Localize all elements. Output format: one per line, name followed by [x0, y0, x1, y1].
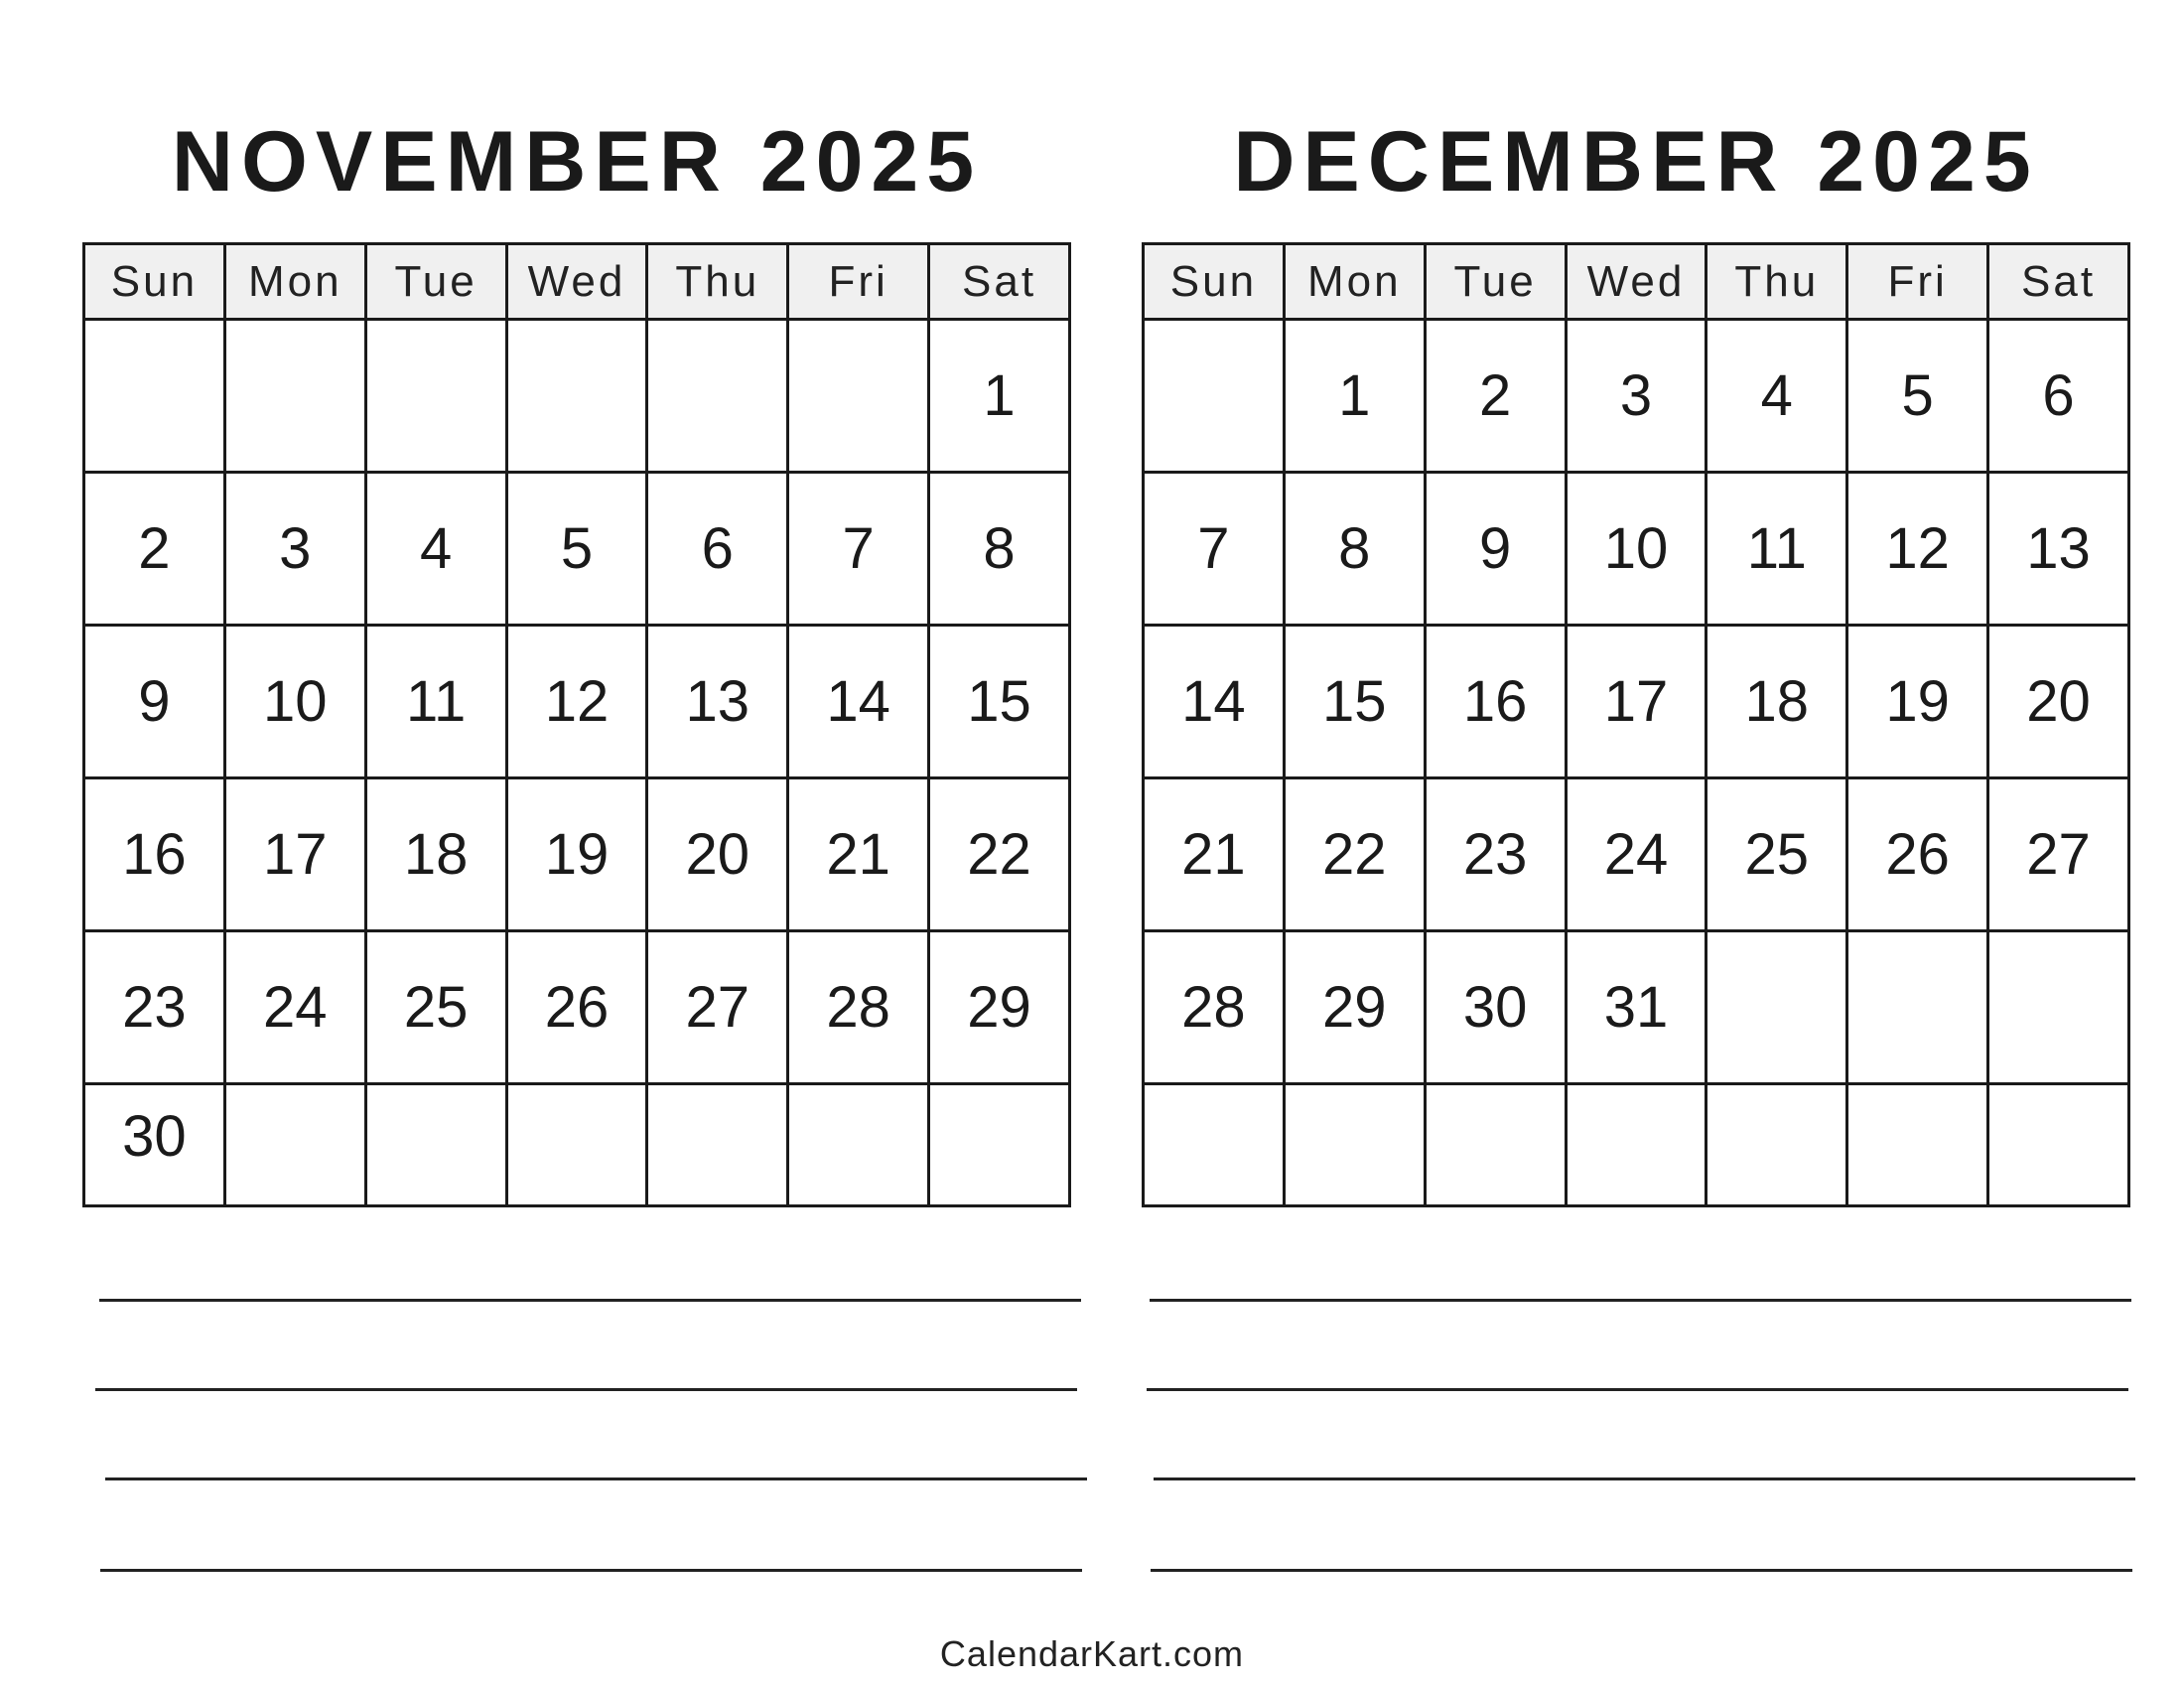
day-cell	[1566, 1084, 1706, 1206]
note-line	[95, 1388, 1077, 1391]
month-title: NOVEMBER 2025	[171, 114, 983, 210]
day-cell: 12	[1847, 473, 1988, 626]
day-cell	[506, 1084, 647, 1206]
day-cell: 2	[84, 473, 225, 626]
calendar-grid-december	[1142, 242, 2130, 1207]
day-number: 30	[122, 1104, 187, 1169]
day-cell	[224, 1084, 365, 1206]
note-line	[99, 1299, 1081, 1302]
day-cell	[647, 320, 788, 473]
footer-site-name: CalendarKart.com	[939, 1633, 1245, 1674]
day-cell	[1144, 320, 1285, 473]
week-row	[1144, 626, 2129, 778]
day-cell: 27	[1988, 778, 2129, 931]
day-cell: 11	[1706, 473, 1847, 626]
day-cell	[788, 320, 929, 473]
day-cell: 28	[1144, 931, 1285, 1084]
day-cell: 21	[1144, 778, 1285, 931]
day-cell	[365, 1084, 506, 1206]
day-cell: 21	[788, 778, 929, 931]
weekday-sat: Sat	[929, 244, 1070, 320]
day-cell: 15	[1284, 626, 1425, 778]
weekday-fri: Fri	[788, 244, 929, 320]
day-cell: 9	[84, 626, 225, 778]
day-cell: 3	[1566, 320, 1706, 473]
day-cell: 13	[647, 626, 788, 778]
note-line	[1150, 1299, 2131, 1302]
day-cell: 14	[1144, 626, 1285, 778]
weekday-thu: Thu	[1706, 244, 1847, 320]
day-cell: 4	[1706, 320, 1847, 473]
day-cell: 29	[1284, 931, 1425, 1084]
day-cell	[224, 320, 365, 473]
day-cell	[1284, 1084, 1425, 1206]
day-cell: 20	[647, 778, 788, 931]
day-cell: 30	[1425, 931, 1566, 1084]
day-cell: 18	[365, 778, 506, 931]
day-cell	[1988, 1084, 2129, 1206]
day-cell: 4	[365, 473, 506, 626]
day-cell: 26	[1847, 778, 1988, 931]
month-title: DECEMBER 2025	[1233, 114, 2039, 210]
day-cell: 23	[1425, 778, 1566, 931]
day-cell: 13	[1988, 473, 2129, 626]
day-cell	[647, 1084, 788, 1206]
day-cell: 12	[506, 626, 647, 778]
day-cell: 22	[1284, 778, 1425, 931]
weekday-header-row	[1144, 244, 2129, 320]
day-cell: 6	[1988, 320, 2129, 473]
weekday-thu: Thu	[647, 244, 788, 320]
day-cell: 23	[84, 931, 225, 1084]
day-cell: 1	[1284, 320, 1425, 473]
day-cell	[84, 1084, 225, 1206]
weekday-tue: Tue	[1425, 244, 1566, 320]
weekday-wed: Wed	[1566, 244, 1706, 320]
day-cell: 3	[224, 473, 365, 626]
day-cell: 25	[365, 931, 506, 1084]
week-row	[84, 320, 1070, 473]
week-row	[1144, 320, 2129, 473]
day-cell: 1	[929, 320, 1070, 473]
day-cell: 5	[1847, 320, 1988, 473]
day-cell: 27	[647, 931, 788, 1084]
weekday-sun: Sun	[1144, 244, 1285, 320]
day-cell: 10	[1566, 473, 1706, 626]
week-row	[84, 931, 1070, 1084]
day-cell: 20	[1988, 626, 2129, 778]
weekday-sun: Sun	[84, 244, 225, 320]
weekday-mon: Mon	[224, 244, 365, 320]
day-cell	[1988, 931, 2129, 1084]
weekday-header-row	[84, 244, 1070, 320]
day-cell: 14	[788, 626, 929, 778]
note-line	[1154, 1477, 2135, 1480]
day-cell	[1706, 1084, 1847, 1206]
day-cell: 19	[1847, 626, 1988, 778]
week-row	[1144, 931, 2129, 1084]
week-row	[1144, 778, 2129, 931]
calendar-grid-november	[82, 242, 1071, 1207]
day-cell: 25	[1706, 778, 1847, 931]
day-cell: 31	[1566, 931, 1706, 1084]
day-cell: 5	[506, 473, 647, 626]
day-cell: 24	[224, 931, 365, 1084]
week-row	[1144, 1084, 2129, 1206]
day-cell	[788, 1084, 929, 1206]
weekday-sat: Sat	[1988, 244, 2129, 320]
note-line	[100, 1569, 1082, 1572]
day-cell: 6	[647, 473, 788, 626]
day-cell: 17	[1566, 626, 1706, 778]
week-row	[84, 1084, 1070, 1206]
weekday-tue: Tue	[365, 244, 506, 320]
day-cell: 15	[929, 626, 1070, 778]
week-row	[1144, 473, 2129, 626]
note-line	[1147, 1388, 2128, 1391]
weekday-wed: Wed	[506, 244, 647, 320]
day-cell	[1706, 931, 1847, 1084]
day-cell: 22	[929, 778, 1070, 931]
day-cell: 10	[224, 626, 365, 778]
day-cell: 16	[84, 778, 225, 931]
day-cell: 11	[365, 626, 506, 778]
day-cell: 26	[506, 931, 647, 1084]
day-cell: 16	[1425, 626, 1566, 778]
day-cell: 24	[1566, 778, 1706, 931]
day-cell	[1847, 1084, 1988, 1206]
week-row	[84, 473, 1070, 626]
day-cell: 19	[506, 778, 647, 931]
week-row	[84, 778, 1070, 931]
day-cell	[929, 1084, 1070, 1206]
day-cell: 7	[1144, 473, 1285, 626]
day-cell: 8	[1284, 473, 1425, 626]
day-cell: 9	[1425, 473, 1566, 626]
day-cell	[1144, 1084, 1285, 1206]
week-row	[84, 626, 1070, 778]
day-cell: 7	[788, 473, 929, 626]
weekday-fri: Fri	[1847, 244, 1988, 320]
day-cell: 17	[224, 778, 365, 931]
day-cell	[1425, 1084, 1566, 1206]
day-cell	[1847, 931, 1988, 1084]
note-line	[105, 1477, 1087, 1480]
day-cell	[506, 320, 647, 473]
day-cell: 18	[1706, 626, 1847, 778]
weekday-mon: Mon	[1284, 244, 1425, 320]
day-cell: 29	[929, 931, 1070, 1084]
day-cell	[84, 320, 225, 473]
note-line	[1151, 1569, 2132, 1572]
day-cell	[365, 320, 506, 473]
day-cell: 28	[788, 931, 929, 1084]
day-cell: 2	[1425, 320, 1566, 473]
day-cell: 8	[929, 473, 1070, 626]
